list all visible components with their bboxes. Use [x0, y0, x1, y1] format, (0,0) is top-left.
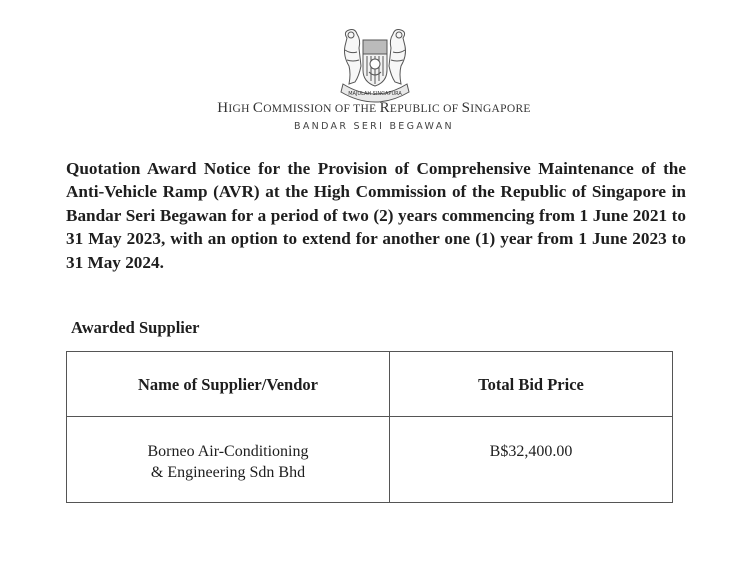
title-cap: S [461, 100, 471, 116]
awarded-supplier-table [66, 351, 673, 503]
supplier-name-line: Borneo Air-Conditioning [147, 443, 309, 460]
supplier-name-line: & Engineering Sdn Bhd [150, 464, 306, 481]
supplier-name-cell [67, 441, 389, 483]
awarded-supplier-heading: Awarded Supplier [71, 318, 200, 337]
title-cap: C [252, 100, 264, 116]
title-rest: IGH [228, 103, 253, 115]
high-commission-title [0, 100, 748, 117]
title-cap: R [379, 100, 390, 116]
title-rest: INGAPORE [470, 103, 531, 115]
header-total-bid-price: Total Bid Price [478, 375, 584, 394]
title-rest: OMMISSION OF THE [263, 103, 380, 115]
notice-heading: Quotation Award Notice for the Provision of Comprehensive Maintenance of the Anti-Vehicle Ramp (AVR) at the High Commission of the Republic of Singapore in Bandar Seri Begawan for a period of two (2) years commencing from 1 June 2021 to 31 May 2023, with an option to extend for another one (1) year from 1 June 2023 to 31 May 2024. [66, 159, 686, 272]
title-cap: H [217, 100, 229, 116]
coat-of-arms-icon [329, 26, 421, 104]
header-supplier-name: Name of Supplier/Vendor [138, 375, 318, 394]
title-rest: EPUBLIC OF [389, 103, 462, 115]
header-divider [67, 416, 672, 417]
crest-motto: MAJULAH SINGAPURA [348, 91, 402, 97]
total-bid-price-cell: B$32,400.00 [489, 443, 573, 460]
location-subtitle: BANDAR SERI BEGAWAN [294, 121, 454, 132]
